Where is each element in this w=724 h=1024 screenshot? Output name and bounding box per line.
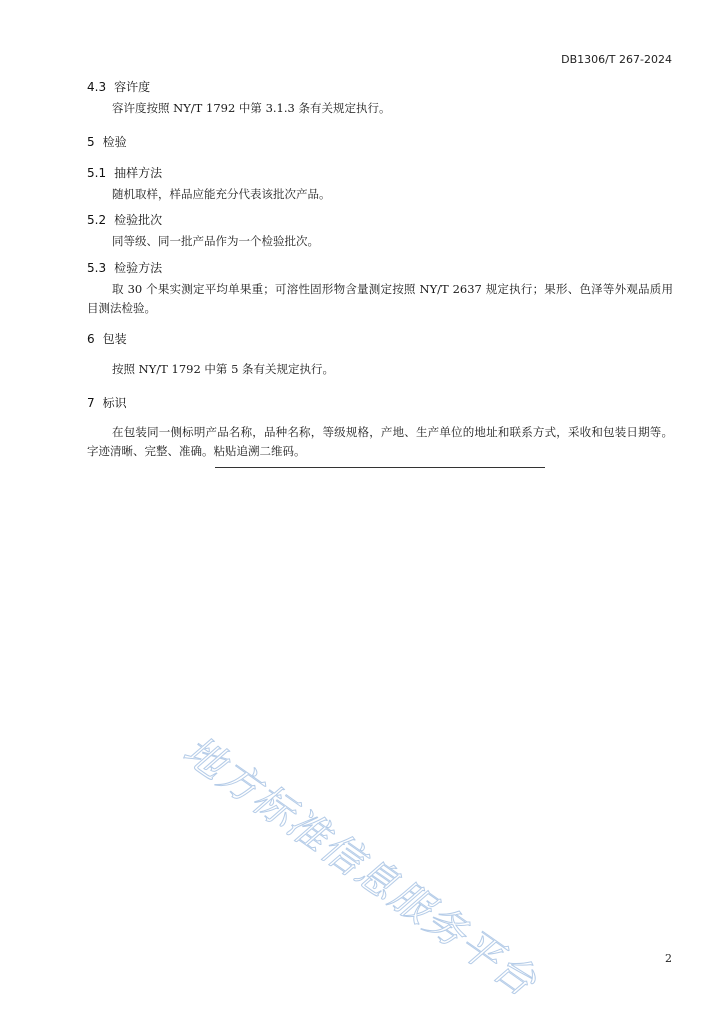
section-title: 标识 xyxy=(102,396,127,410)
section-title: 包装 xyxy=(102,332,127,346)
section-number: 5.3 xyxy=(87,261,107,275)
section-heading-5-1 xyxy=(87,164,162,181)
section-number: 7 xyxy=(87,396,95,410)
section-heading-7 xyxy=(87,394,127,411)
paragraph-sampling: 随机取样，样品应能充分代表该批次产品。 xyxy=(112,187,331,201)
section-title: 检验批次 xyxy=(114,213,163,227)
section-number: 5 xyxy=(87,135,95,149)
section-heading-6 xyxy=(87,330,127,347)
paragraph-method: 取 30 个果实测定平均单果重；可溶性固形物含量测定按照 NY/T 2637 规定执行；果形、色泽等外观品质用目测法检验。 xyxy=(87,282,673,315)
paragraph-batch: 同等级、同一批产品作为一个检验批次。 xyxy=(112,234,319,248)
end-of-text-rule xyxy=(215,467,545,468)
watermark: 地方标准信息服务平台 xyxy=(174,727,546,1007)
paragraph-packaging: 按照 NY/T 1792 中第 5 条有关规定执行。 xyxy=(112,362,335,376)
section-title: 检验 xyxy=(102,135,127,149)
paragraph-labeling: 在包装同一侧标明产品名称，品种名称，等级规格，产地、生产单位的地址和联系方式，采收和包装日期等。字迹清晰、完整、准确。粘贴追溯二维码。 xyxy=(87,425,673,458)
document-code: DB1306/T 267-2024 xyxy=(561,53,672,66)
section-title: 检验方法 xyxy=(114,261,163,275)
section-heading-5 xyxy=(87,133,127,150)
section-heading-5-2 xyxy=(87,211,162,228)
section-title: 抽样方法 xyxy=(114,166,163,180)
section-title: 容许度 xyxy=(114,80,151,94)
section-number: 5.1 xyxy=(87,166,107,180)
section-number: 5.2 xyxy=(87,213,107,227)
section-heading-5-3 xyxy=(87,259,162,276)
page-number: 2 xyxy=(665,952,672,965)
paragraph-tolerance: 容许度按照 NY/T 1792 中第 3.1.3 条有关规定执行。 xyxy=(112,101,391,115)
section-number: 6 xyxy=(87,332,95,346)
section-heading-4-3 xyxy=(87,78,150,95)
section-number: 4.3 xyxy=(87,80,107,94)
